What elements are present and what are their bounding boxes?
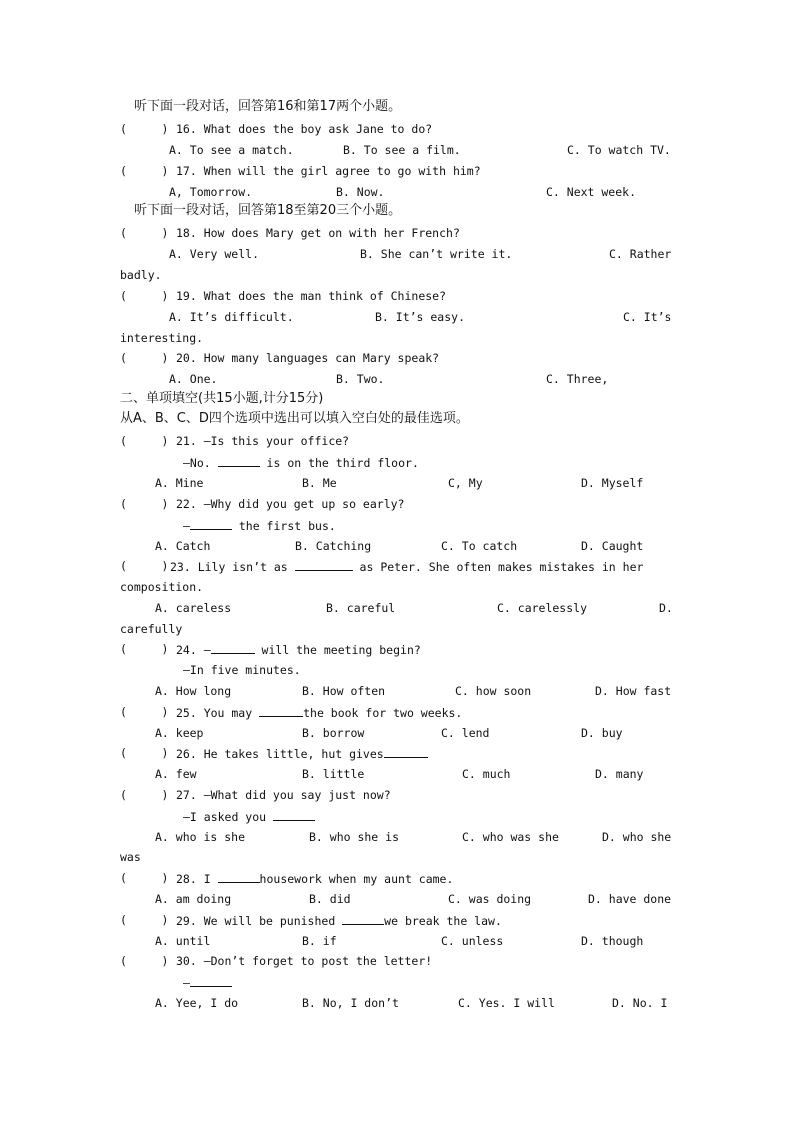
question-stem: 19. What does the man think of Chinese? [176,289,447,303]
answer-paren[interactable]: ( ) [120,559,169,573]
dialogue-text: the first bus. [231,519,336,533]
option-c-continuation: badly. [120,268,162,282]
dialogue-line [183,975,232,990]
option-a: A. until [155,934,211,948]
stem-text: 23. Lily isn’t as [170,560,295,574]
option-d: D. How fast [595,684,672,698]
option-a: A. Catch [155,539,211,553]
option-a: A. who is she [155,830,246,844]
option-b: B. Now. [336,185,385,199]
dialogue-line [183,455,419,470]
option-b: B. How often [302,684,386,698]
option-b: B. Two. [336,372,385,386]
option-c: C. To catch [441,539,518,553]
option-b: B. It’s easy. [375,310,466,324]
option-b: B. She can’t write it. [360,247,513,261]
question-stem [176,642,421,657]
question-stem: 20. How many languages can Mary speak? [176,351,440,365]
option-c: C, My [448,476,483,490]
stem-text: 26. He takes little, hut gives [176,747,384,761]
option-c: C. Three, [546,372,609,386]
answer-blank [218,455,260,467]
dialogue-text: is on the third floor. [259,456,419,470]
stem-text: 24. — [176,643,211,657]
option-d: D. No. I [612,996,668,1010]
question-stem [176,913,502,928]
answer-paren[interactable]: ( ) [120,871,169,885]
stem-text: will the meeting begin? [254,643,421,657]
option-c: C. Rather [609,247,672,261]
option-c: C. lend [441,726,490,740]
option-c: C. how soon [455,684,532,698]
dialogue-line [183,809,315,824]
dialogue-text: —I asked you [183,810,274,824]
section-instruction: 听下面一段对话，回答第18至第20三个小题。 [134,203,402,218]
option-c: C. was doing [448,892,532,906]
question-stem: 18. How does Mary get on with her French? [176,226,460,240]
option-a: A. To see a match. [169,143,294,157]
question-stem [170,559,643,574]
question-stem: 30. —Don’t forget to post the letter! [176,954,433,968]
option-b: B. who she is [309,830,400,844]
stem-text: 29. We will be punished [176,914,343,928]
option-a: A, Tomorrow. [169,185,253,199]
answer-paren[interactable]: ( ) [120,913,169,927]
answer-paren[interactable]: ( ) [120,705,169,719]
option-d: D. Myself [581,476,644,490]
option-b: B. Me [302,476,337,490]
option-b: B. borrow [302,726,365,740]
answer-paren[interactable]: ( ) [120,434,169,448]
question-stem: 21. —Is this your office? [176,434,350,448]
question-stem: 27. —What did you say just now? [176,788,391,802]
option-c: C. carelessly [497,601,588,615]
option-a: A. keep [155,726,204,740]
option-c: C. Yes. I will [458,996,555,1010]
option-c: C. unless [441,934,504,948]
stem-text: the book for two weeks. [303,706,463,720]
stem-text: 25. You may [176,706,260,720]
answer-paren[interactable]: ( ) [120,954,169,968]
question-stem: 17. When will the girl agree to go with him? [176,164,481,178]
section-heading: 二、单项填空(共15小题,计分15分) [120,391,324,406]
option-a: A. Very well. [169,247,260,261]
answer-blank [384,746,428,758]
option-d-continuation: was [120,850,141,864]
question-stem: 16. What does the boy ask Jane to do? [176,122,433,136]
answer-blank [211,642,255,654]
question-stem [176,705,462,720]
section-instruction: 听下面一段对话，回答第16和第17两个小题。 [134,99,402,114]
option-d-continuation: carefully [120,622,183,636]
option-a: A. One. [169,372,218,386]
option-a: A. Mine [155,476,204,490]
answer-blank [218,871,260,883]
answer-blank [190,518,232,530]
option-b: B. did [309,892,351,906]
option-a: A. How long [155,684,232,698]
answer-blank [259,705,303,717]
option-c: C. who was she [462,830,559,844]
dialogue-text: — [183,519,190,533]
option-c: C. much [462,767,511,781]
option-c: C. It’s [623,310,672,324]
option-c-continuation: interesting. [120,331,204,345]
option-b: B. No, I don’t [302,996,399,1010]
option-a: A. It’s difficult. [169,310,294,324]
stem-text: 28. I [176,872,218,886]
dialogue-text: —No. [183,456,218,470]
answer-paren[interactable]: ( ) [120,351,169,365]
answer-blank [273,809,315,821]
answer-paren[interactable]: ( ) [120,746,169,760]
stem-text: as Peter. She often makes mistakes in her [352,560,644,574]
option-d: D. have done [588,892,672,906]
stem-continuation: composition. [120,580,204,594]
option-c: C. Next week. [546,185,637,199]
option-b: B. little [302,767,365,781]
option-d: D. Caught [581,539,644,553]
answer-paren[interactable]: ( ) [120,642,169,656]
question-stem [176,746,428,761]
option-a: A. am doing [155,892,232,906]
option-b: B. careful [326,601,396,615]
section-instruction: 从A、B、C、D四个选项中选出可以填入空白处的最佳选项。 [120,411,469,426]
option-b: B. if [302,934,337,948]
answer-paren[interactable]: ( ) [120,497,169,511]
option-d: D. [659,601,673,615]
option-d: D. many [595,767,644,781]
question-stem [176,871,453,886]
option-d: D. who she [602,830,672,844]
option-a: A. few [155,767,197,781]
question-stem: 22. —Why did you get up so early? [176,497,405,511]
dialogue-text: — [183,976,190,990]
answer-blank [342,913,384,925]
answer-paren[interactable]: ( ) [120,226,169,240]
option-b: B. Catching [295,539,372,553]
answer-paren[interactable]: ( ) [120,289,169,303]
dialogue-line [183,518,336,533]
option-d: D. though [581,934,644,948]
option-a: A. Yee, I do [155,996,239,1010]
stem-text: we break the law. [384,914,502,928]
stem-text: housework when my aunt came. [259,872,454,886]
answer-paren[interactable]: ( ) [120,122,169,136]
option-d: D. buy [581,726,623,740]
option-c: C. To watch TV. [567,143,671,157]
answer-blank [190,975,232,987]
dialogue-line: —In five minutes. [183,663,301,677]
answer-paren[interactable]: ( ) [120,788,169,802]
option-a: A. careless [155,601,232,615]
option-b: B. To see a film. [343,143,461,157]
answer-paren[interactable]: ( ) [120,164,169,178]
answer-blank [295,559,353,571]
